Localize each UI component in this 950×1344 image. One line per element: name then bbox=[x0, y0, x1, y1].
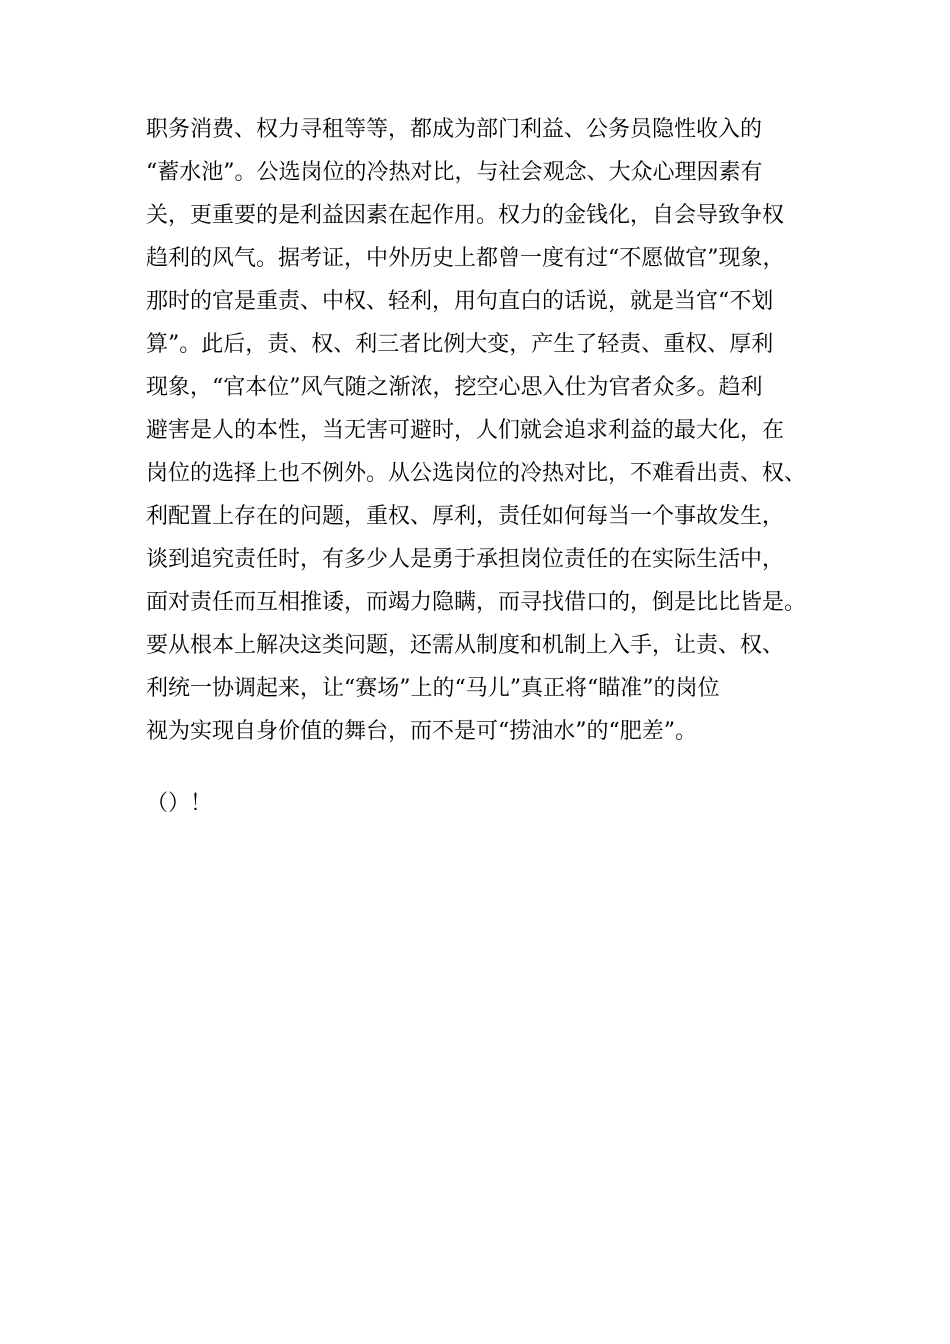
text-line-8: 避害是人的本性，当无害可避时，人们就会追求利益的最大化，在 bbox=[146, 418, 785, 443]
text-line-7: 现象，“官本位”风气随之渐浓，挖空心思入仕为官者众多。趋利 bbox=[146, 375, 763, 400]
text-line-15: 视为实现自身价值的舞台，而不是可“捞油水”的“肥差”。 bbox=[146, 719, 697, 744]
text-line-12: 面对责任而互相推诿，而竭力隐瞒，而寻找借口的，倒是比比皆是。 bbox=[146, 590, 807, 615]
text-line-5: 那时的官是重责、中权、轻利，用句直白的话说，就是当官“不划 bbox=[146, 289, 774, 314]
text-line-2: “蓄水池”。公选岗位的冷热对比，与社会观念、大众心理因素有 bbox=[146, 160, 763, 185]
text-line-4: 趋利的风气。据考证，中外历史上都曾一度有过“不愿做官”现象， bbox=[146, 246, 785, 271]
text-line-3: 关，更重要的是利益因素在起作用。权力的金钱化，自会导致争权 bbox=[146, 203, 785, 228]
body-paragraph bbox=[146, 108, 826, 753]
text-line-1: 职务消费、权力寻租等等，都成为部门利益、公务员隐性收入的 bbox=[146, 117, 763, 142]
text-line-14: 利统一协调起来，让“赛场”上的“马儿”真正将“瞄准”的岗位 bbox=[146, 676, 720, 701]
text-line-6: 算”。此后，责、权、利三者比例大变，产生了轻责、重权、厚利 bbox=[146, 332, 774, 357]
text-line-11: 谈到追究责任时，有多少人是勇于承担岗位责任的在实际生活中， bbox=[146, 547, 785, 572]
text-line-13: 要从根本上解决这类问题，还需从制度和机制上入手，让责、权、 bbox=[146, 633, 785, 658]
text-line-9: 岗位的选择上也不例外。从公选岗位的冷热对比，不难看出责、权、 bbox=[146, 461, 807, 486]
footnote: （）！ bbox=[146, 791, 213, 816]
text-line-10: 利配置上存在的问题，重权、厚利，责任如何每当一个事故发生， bbox=[146, 504, 785, 529]
